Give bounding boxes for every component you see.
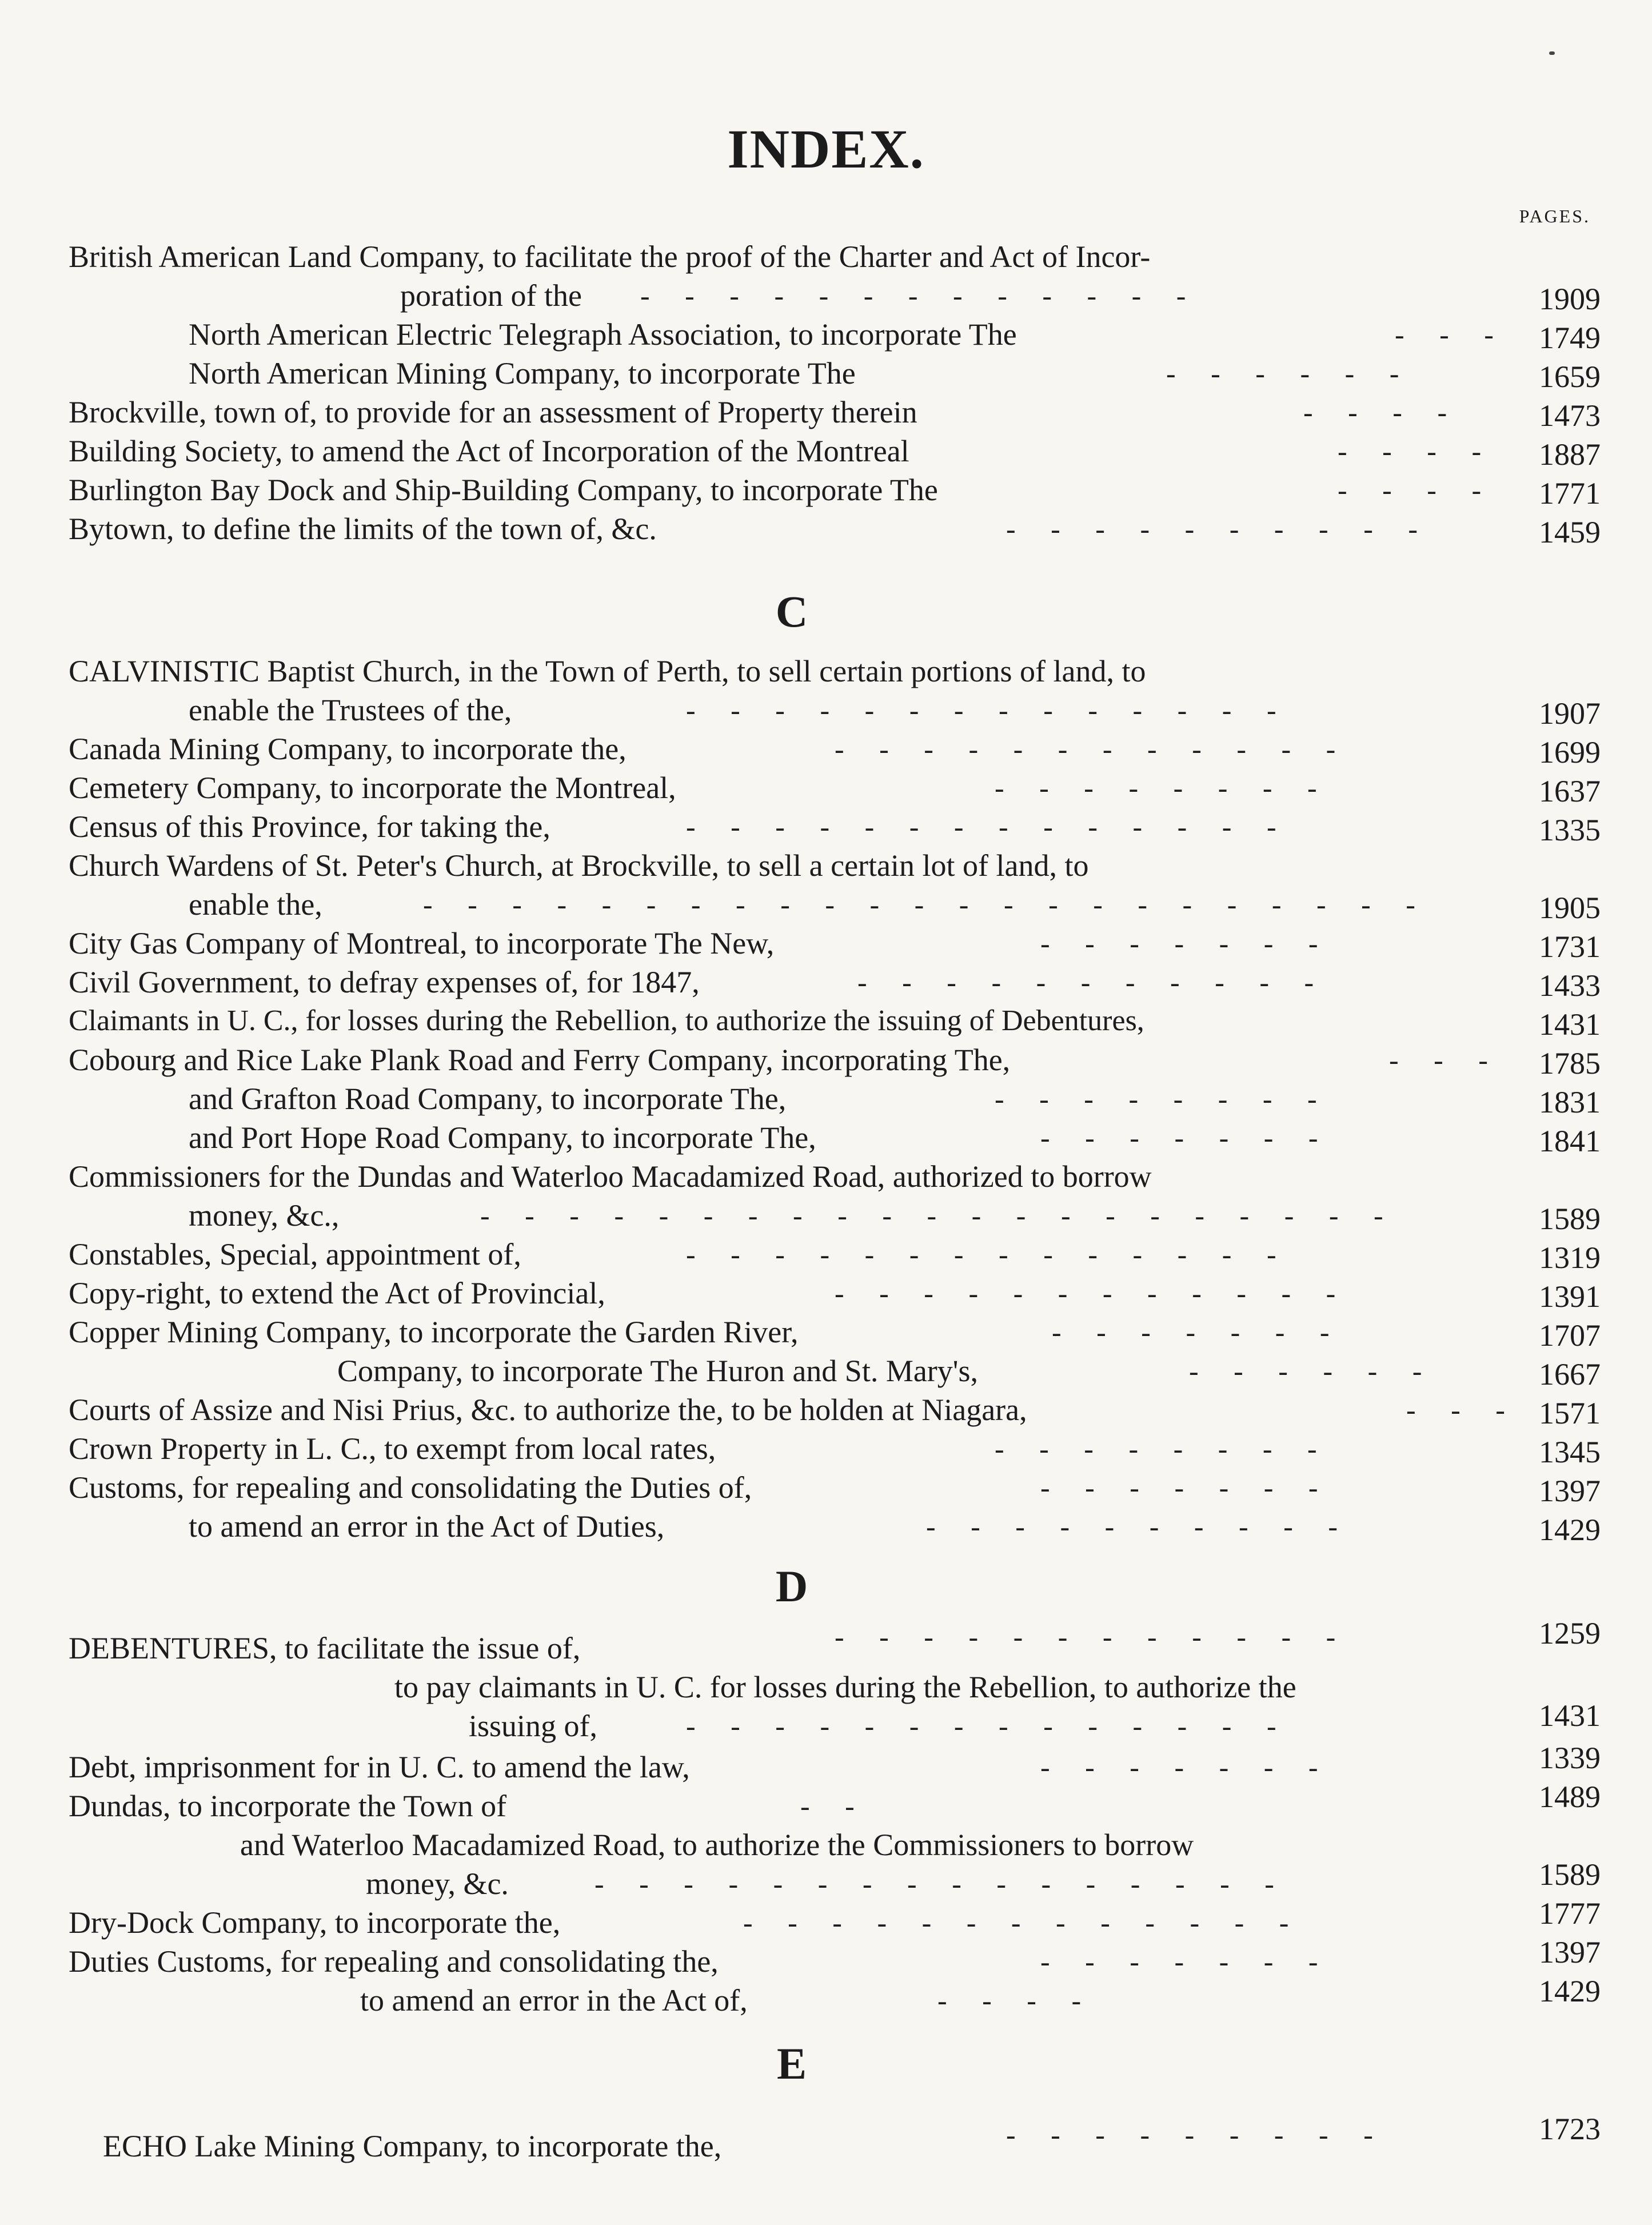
entry-page: 1397 [1539, 1935, 1601, 1969]
index-entry: Debt, imprisonment for in U. C. to amend the law, - - - - - - - 1339 [69, 1751, 1601, 1790]
entry-page: 1459 [1539, 515, 1601, 549]
index-entry: Brockville, town of, to provide for an assessment of Property therein - - - - 1473 [69, 393, 1601, 432]
index-entry: Census of this Province, for taking the, - - - - - - - - - - - - - - 1335 [69, 807, 1601, 846]
entry-text: Church Wardens of St. Peter's Church, at Brockville, to sell a certain lot of land, to [69, 848, 1089, 883]
index-entry: Copper Mining Company, to incorporate the Garden River, - - - - - - - 1707 [69, 1313, 1601, 1351]
entry-page: 1723 [1539, 2112, 1601, 2146]
entry-page: 1391 [1539, 1279, 1601, 1314]
entry-text: enable the, [189, 887, 322, 922]
entry-text: to pay claimants in U. C. for losses during the Rebellion, to authorize the [394, 1670, 1296, 1704]
index-entry: Constables, Special, appointment of, - - - - - - - - - - - - - - 1319 [69, 1235, 1601, 1274]
index-entry: Courts of Assize and Nisi Prius, &c. to authorize the, to be holden at Niagara, - - - 1571 [69, 1390, 1601, 1429]
entry-page: 1887 [1539, 437, 1601, 472]
index-entry: North American Electric Telegraph Association, to incorporate The - - - 1749 [69, 315, 1601, 354]
entry-text: poration of the [400, 278, 582, 313]
entry-page: 1659 [1539, 360, 1601, 394]
entry-page: 1431 [1539, 1007, 1601, 1042]
index-entry: issuing of, - - - - - - - - - - - - - - 1431 [69, 1712, 1601, 1751]
entry-page: 1429 [1539, 1974, 1601, 2008]
entry-text: enable the Trustees of the, [189, 693, 512, 727]
index-entry [69, 846, 1601, 885]
entry-page: 1749 [1539, 321, 1601, 355]
entry-text: to amend an error in the Act of Duties, [189, 1509, 665, 1544]
index-entry: to amend an error in the Act of Duties, - - - - - - - - - - 1429 [69, 1507, 1601, 1546]
entry-page: 1785 [1539, 1046, 1601, 1080]
entry-page: 1335 [1539, 813, 1601, 847]
index-entry: to amend an error in the Act of, - - - - 1429 [69, 1984, 1601, 2023]
entry-page: 1589 [1539, 1202, 1601, 1236]
entry-page: 1841 [1539, 1124, 1601, 1158]
entry-text: City Gas Company of Montreal, to incorporate The New, [69, 926, 775, 960]
entry-text: Company, to incorporate The Huron and St. Mary's, [337, 1354, 979, 1388]
entry-text: DEBENTURES, to facilitate the issue of, [69, 1631, 581, 1665]
entry-text: Crown Property in L. C., to exempt from local rates, [69, 1432, 716, 1466]
entry-page: 1473 [1539, 398, 1601, 433]
entry-text: Constables, Special, appointment of, [69, 1237, 521, 1271]
entry-text: Duties Customs, for repealing and consolidating the, [69, 1944, 719, 1979]
entry-text: Dry-Dock Company, to incorporate the, [69, 1905, 561, 1940]
entry-text: Canada Mining Company, to incorporate the, [69, 732, 627, 766]
entry-text: Courts of Assize and Nisi Prius, &c. to authorize the, to be holden at Niagara, [69, 1393, 1027, 1427]
entry-text: Commissioners for the Dundas and Waterloo Macadamized Road, authorized to borrow [69, 1159, 1152, 1194]
entry-text: Bytown, to define the limits of the town of, &c. [69, 512, 657, 546]
index-entry: Duties Customs, for repealing and consolidating the, - - - - - - - 1397 [69, 1945, 1601, 1984]
index-entry: Burlington Bay Dock and Ship-Building Company, to incorporate The - - - - 1771 [69, 470, 1601, 509]
index-entry: and Grafton Road Company, to incorporate The, - - - - - - - - 1831 [69, 1079, 1601, 1118]
entry-text: and Waterloo Macadamized Road, to authorize the Commissioners to borrow [240, 1828, 1194, 1862]
index-entry: Crown Property in L. C., to exempt from local rates, - - - - - - - - 1345 [69, 1429, 1601, 1468]
index-entry: Dundas, to incorporate the Town of - - 1489 [69, 1790, 1601, 1829]
index-entry: money, &c. - - - - - - - - - - - - - - - - 1589 [69, 1868, 1601, 1907]
index-entry: DEBENTURES, to facilitate the issue of, - - - - - - - - - - - - [69, 1634, 1601, 1673]
entry-text: Customs, for repealing and consolidating the Duties of, [69, 1470, 752, 1505]
entry-page: 1397 [1539, 1474, 1601, 1508]
index-entry: Customs, for repealing and consolidating the Duties of, - - - - - - - 1397 [69, 1468, 1601, 1507]
entry-page: 1637 [1539, 774, 1601, 808]
entry-page: 1489 [1539, 1780, 1601, 1814]
entry-text: issuing of, [469, 1709, 598, 1743]
section-c [69, 652, 1601, 1546]
index-entry: enable the, - - - - - - - - - - - - - - - - - - - - - - - 1905 [69, 885, 1601, 924]
entry-page: 1731 [1539, 930, 1601, 964]
entry-page: 1345 [1539, 1435, 1601, 1469]
index-entry: Copy-right, to extend the Act of Provincial, - - - - - - - - - - - - 1391 [69, 1274, 1601, 1313]
entry-text: money, &c. [366, 1867, 509, 1901]
index-entry: North American Mining Company, to incorporate The - - - - - - 1659 [69, 354, 1601, 393]
entry-text: Census of this Province, for taking the, [69, 810, 550, 844]
section-e [69, 2112, 1601, 2163]
section-b [69, 237, 1601, 548]
entry-text: North American Electric Telegraph Association, to incorporate The [189, 317, 1017, 352]
entry-page: 1699 [1539, 735, 1601, 769]
entry-page: 1431 [1539, 1698, 1601, 1733]
index-entry [69, 1829, 1601, 1868]
index-entry: Canada Mining Company, to incorporate the, - - - - - - - - - - - - 1699 [69, 729, 1601, 768]
entry-text: and Port Hope Road Company, to incorporate The, [189, 1121, 816, 1155]
index-entry [69, 652, 1601, 691]
entry-page: 1667 [1539, 1357, 1601, 1391]
index-entry [69, 1002, 1601, 1040]
index-entry: enable the Trustees of the, - - - - - - - - - - - - - - 1907 [69, 691, 1601, 729]
entry-page: 1433 [1539, 968, 1601, 1003]
entry-page: 1771 [1539, 476, 1601, 511]
index-entry: poration of the - - - - - - - - - - - - - 1909 [69, 276, 1601, 315]
entry-text: Building Society, to amend the Act of Incorporation of the Montreal [69, 434, 909, 468]
entry-text: Debt, imprisonment for in U. C. to amend the law, [69, 1750, 690, 1784]
index-entry [69, 237, 1601, 276]
entry-page: 1259 [1539, 1616, 1601, 1650]
entry-text: Burlington Bay Dock and Ship-Building Company, to incorporate The [69, 473, 938, 507]
entry-page: 1777 [1539, 1896, 1601, 1931]
index-entry: Building Society, to amend the Act of Incorporation of the Montreal - - - - 1887 [69, 432, 1601, 470]
entry-text: Cemetery Company, to incorporate the Montreal, [69, 771, 676, 805]
entry-text: ECHO Lake Mining Company, to incorporate the, [103, 2129, 722, 2163]
index-entry: money, &c., - - - - - - - - - - - - - - - - - - - - - 1589 [69, 1196, 1601, 1235]
entry-text: Copy-right, to extend the Act of Provincial, [69, 1276, 605, 1310]
entry-page: 1831 [1539, 1085, 1601, 1119]
entry-page: 1907 [1539, 696, 1601, 731]
page-title: INDEX. [727, 118, 925, 180]
pages-column-label: PAGES. [1519, 206, 1590, 226]
section-d [69, 1609, 1601, 2023]
entry-text: CALVINISTIC Baptist Church, in the Town of Perth, to sell certain portions of land, to [69, 654, 1146, 688]
entry-page: 1429 [1539, 1513, 1601, 1547]
section-letter-e: E [776, 2039, 807, 2088]
entry-text: to amend an error in the Act of, [360, 1983, 748, 2017]
entry-page: 1589 [1539, 1857, 1601, 1892]
entry-text: and Grafton Road Company, to incorporate The, [189, 1082, 787, 1116]
section-letter-c: C [775, 587, 808, 636]
index-entry: Cobourg and Rice Lake Plank Road and Ferry Company, incorporating The, - - - 1785 [69, 1040, 1601, 1079]
section-letter-d: D [775, 1561, 808, 1611]
entry-text: North American Mining Company, to incorporate The [189, 356, 856, 390]
entry-page: 1905 [1539, 891, 1601, 925]
entry-text: Brockville, town of, to provide for an assessment of Property therein [69, 395, 917, 429]
entry-page: 1707 [1539, 1318, 1601, 1353]
index-entry: ECHO Lake Mining Company, to incorporate the, - - - - - - - - - 1723 [69, 2121, 1601, 2160]
index-entry: Company, to incorporate The Huron and St. Mary's, - - - - - - 1667 [69, 1351, 1601, 1390]
index-entry: Bytown, to define the limits of the town of, &c. - - - - - - - - - - 1459 [69, 509, 1601, 548]
index-entry: Civil Government, to defray expenses of, for 1847, - - - - - - - - - - - 1433 [69, 963, 1601, 1002]
entry-text: Dundas, to incorporate the Town of [69, 1789, 507, 1823]
index-entry: and Port Hope Road Company, to incorporate The, - - - - - - - 1841 [69, 1118, 1601, 1157]
entry-text: money, &c., [189, 1198, 340, 1233]
entry-text: Civil Government, to defray expenses of, for 1847, [69, 965, 700, 999]
entry-text: Copper Mining Company, to incorporate the Garden River, [69, 1315, 799, 1349]
index-entry [69, 1157, 1601, 1196]
index-entry: Cemetery Company, to incorporate the Montreal, - - - - - - - - 1637 [69, 768, 1601, 807]
index-entry: Dry-Dock Company, to incorporate the, - - - - - - - - - - - - - 1777 [69, 1907, 1601, 1945]
index-entry: City Gas Company of Montreal, to incorporate The New, - - - - - - - 1731 [69, 924, 1601, 963]
entry-text: Cobourg and Rice Lake Plank Road and Ferry Company, incorporating The, [69, 1043, 1011, 1077]
entry-page: 1909 [1539, 282, 1601, 316]
entry-page: 1339 [1539, 1741, 1601, 1775]
entry-text: Claimants in U. C., for losses during the Rebellion, to authorize the issuing of Debentures, [69, 1004, 1144, 1037]
entry-text: British American Land Company, to facilitate the proof of the Charter and Act of Incor- [69, 240, 1151, 274]
entry-page: 1319 [1539, 1241, 1601, 1275]
entry-page: 1571 [1539, 1396, 1601, 1430]
print-mark [1549, 51, 1555, 55]
